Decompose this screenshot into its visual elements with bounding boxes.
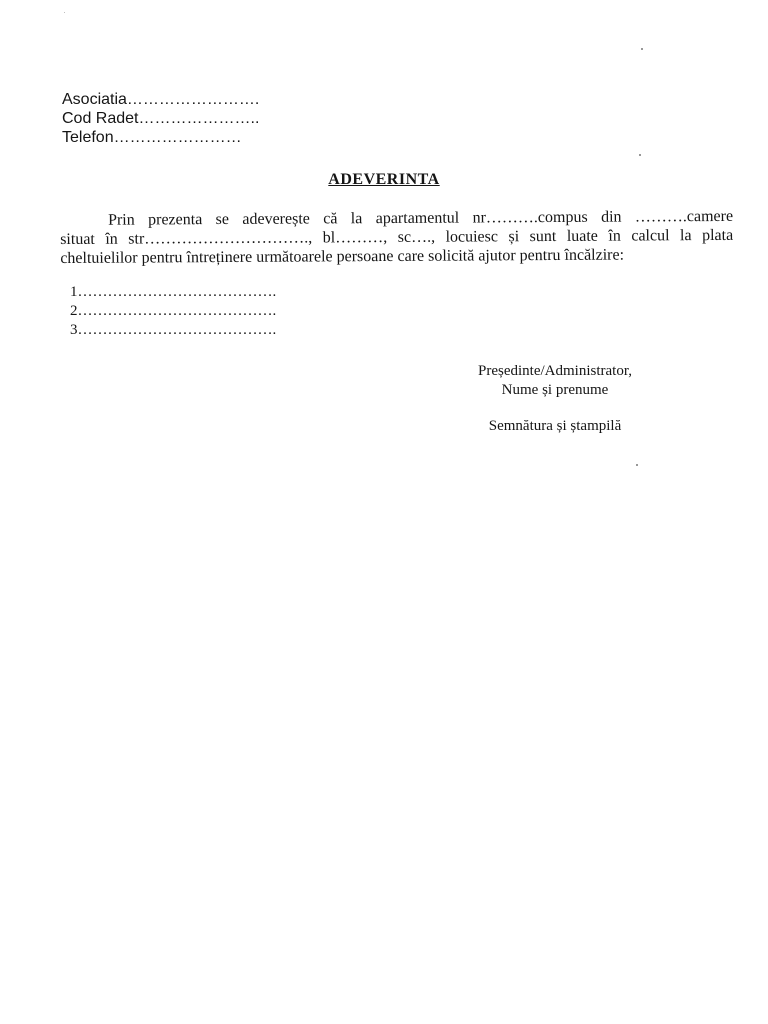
scan-speck (641, 48, 643, 50)
body-line-3: cheltuielilor pentru întreținere următoarele persoane care solicită ajutor pentru încălzire: (60, 246, 625, 267)
list-item: 1…………………………………. (70, 284, 277, 300)
body-line-1: Prin prezenta se adeverește că la apartamentul nr……….compus din ……….camere (108, 207, 734, 229)
signature-spacer (440, 400, 670, 417)
list-item: 2…………………………………. (70, 303, 277, 319)
telefon-line: Telefon…………………… (62, 129, 242, 146)
list-item: 3…………………………………. (70, 322, 277, 338)
document-title: ADEVERINTA (328, 171, 440, 188)
association-header (62, 90, 259, 147)
scan-speck (636, 464, 638, 466)
body-line-2: situat în str…………………………., bl………, sc…., locuiesc și sunt luate în calcul la plata (60, 226, 734, 248)
signature-stamp-label: Semnătura și ștampilă (488, 418, 622, 434)
body-paragraph (60, 207, 733, 268)
association-line: Asociatia……………………. (62, 91, 260, 108)
signature-block (440, 362, 670, 436)
cod-radet-line: Cod Radet………………….. (62, 110, 260, 127)
scan-speck (639, 154, 641, 156)
persons-list (70, 283, 276, 340)
signer-role: Președinte/Administrator, (478, 363, 632, 379)
scan-speck (64, 12, 65, 13)
signer-name-label: Nume și prenume (501, 382, 609, 398)
